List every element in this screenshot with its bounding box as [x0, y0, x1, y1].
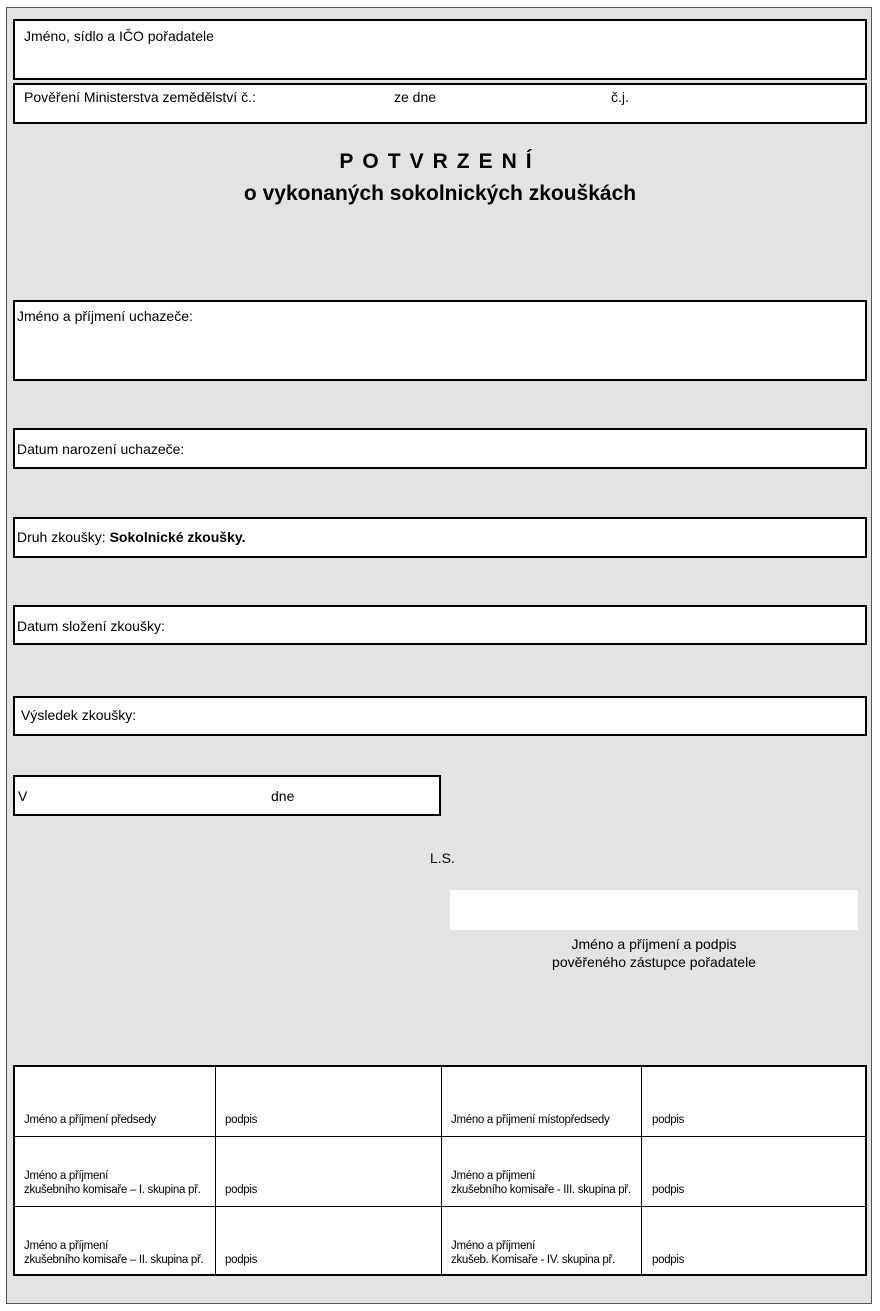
examiner-role-label: zkušebního komisaře - III. skupina př.	[451, 1184, 631, 1196]
vice-chairman-signature-cell[interactable]: podpis	[652, 1114, 685, 1126]
organizer-box[interactable]	[13, 19, 867, 80]
committee-table	[13, 1065, 867, 1276]
examiner-name-label: Jméno a příjmení	[451, 1240, 536, 1252]
examiner-role-label: zkušebního komisaře – I. skupina př.	[24, 1184, 201, 1196]
organizer-signature-field[interactable]	[450, 890, 858, 930]
chairman-name-label: Jméno a příjmení předsedy	[24, 1114, 156, 1126]
candidate-name-label: Jméno a příjmení uchazeče:	[17, 308, 193, 324]
row-divider	[15, 1206, 865, 1207]
examiner-group-2-name-cell[interactable]	[24, 1239, 203, 1267]
examiner-name-label: Jméno a příjmení	[24, 1240, 109, 1252]
exam-date-box[interactable]	[13, 605, 867, 645]
examiner-group-4-name-cell[interactable]	[451, 1239, 615, 1267]
examiner-group-3-name-cell[interactable]	[451, 1169, 631, 1197]
exam-type-box[interactable]	[13, 517, 867, 558]
examiner-group-3-signature-cell[interactable]: podpis	[652, 1184, 685, 1196]
exam-type-caption: Druh zkoušky:	[17, 529, 106, 545]
column-divider	[641, 1067, 642, 1274]
column-divider	[215, 1067, 216, 1274]
exam-result-label: Výsledek zkoušky:	[21, 707, 137, 723]
place-label: V	[18, 788, 28, 804]
document-subtitle: o vykonaných sokolnických zkouškách	[243, 182, 637, 205]
candidate-name-box[interactable]	[13, 300, 867, 381]
document-title: POTVRZENÍ	[339, 150, 541, 173]
examiner-name-label: Jméno a příjmení	[451, 1170, 536, 1182]
exam-type-value: Sokolnické zkoušky.	[109, 529, 246, 545]
vice-chairman-name-label: Jméno a příjmení místopředsedy	[451, 1114, 610, 1126]
exam-type-label	[17, 529, 246, 545]
examiner-group-4-signature-cell[interactable]: podpis	[652, 1254, 685, 1266]
chairman-signature-cell[interactable]: podpis	[225, 1114, 258, 1126]
row-divider	[15, 1136, 865, 1137]
vice-chairman-name-cell[interactable]	[451, 1113, 609, 1127]
birth-date-label: Datum narození uchazeče:	[17, 441, 185, 457]
exam-result-box[interactable]	[13, 696, 867, 736]
mandate-date-label: ze dne	[394, 89, 437, 105]
examiner-name-label: Jméno a příjmení	[24, 1170, 109, 1182]
place-date-box[interactable]	[13, 775, 441, 816]
exam-date-label: Datum složení zkoušky:	[17, 618, 165, 634]
signature-caption-line1: Jméno a příjmení a podpis	[571, 936, 737, 952]
signature-caption-line2: pověřeného zástupce pořadatele	[552, 954, 756, 970]
examiner-group-1-signature-cell[interactable]: podpis	[225, 1184, 258, 1196]
examiner-group-1-name-cell[interactable]	[24, 1169, 201, 1197]
day-label: dne	[271, 788, 295, 804]
examiner-role-label: zkušeb. Komisaře - IV. skupina př.	[451, 1254, 615, 1266]
organizer-label: Jméno, sídlo a IČO pořadatele	[24, 28, 214, 44]
chairman-name-cell[interactable]	[24, 1113, 156, 1127]
mandate-box[interactable]	[13, 83, 867, 124]
column-divider	[441, 1067, 442, 1274]
mandate-ref-label: č.j.	[611, 89, 629, 105]
mandate-label: Pověření Ministerstva zemědělství č.:	[24, 89, 256, 105]
examiner-role-label: zkušebního komisaře – II. skupina př.	[24, 1254, 204, 1266]
examiner-group-2-signature-cell[interactable]: podpis	[225, 1254, 258, 1266]
birth-date-box[interactable]	[13, 428, 867, 469]
seal-placeholder: L.S.	[430, 850, 455, 866]
signature-caption	[450, 935, 858, 971]
